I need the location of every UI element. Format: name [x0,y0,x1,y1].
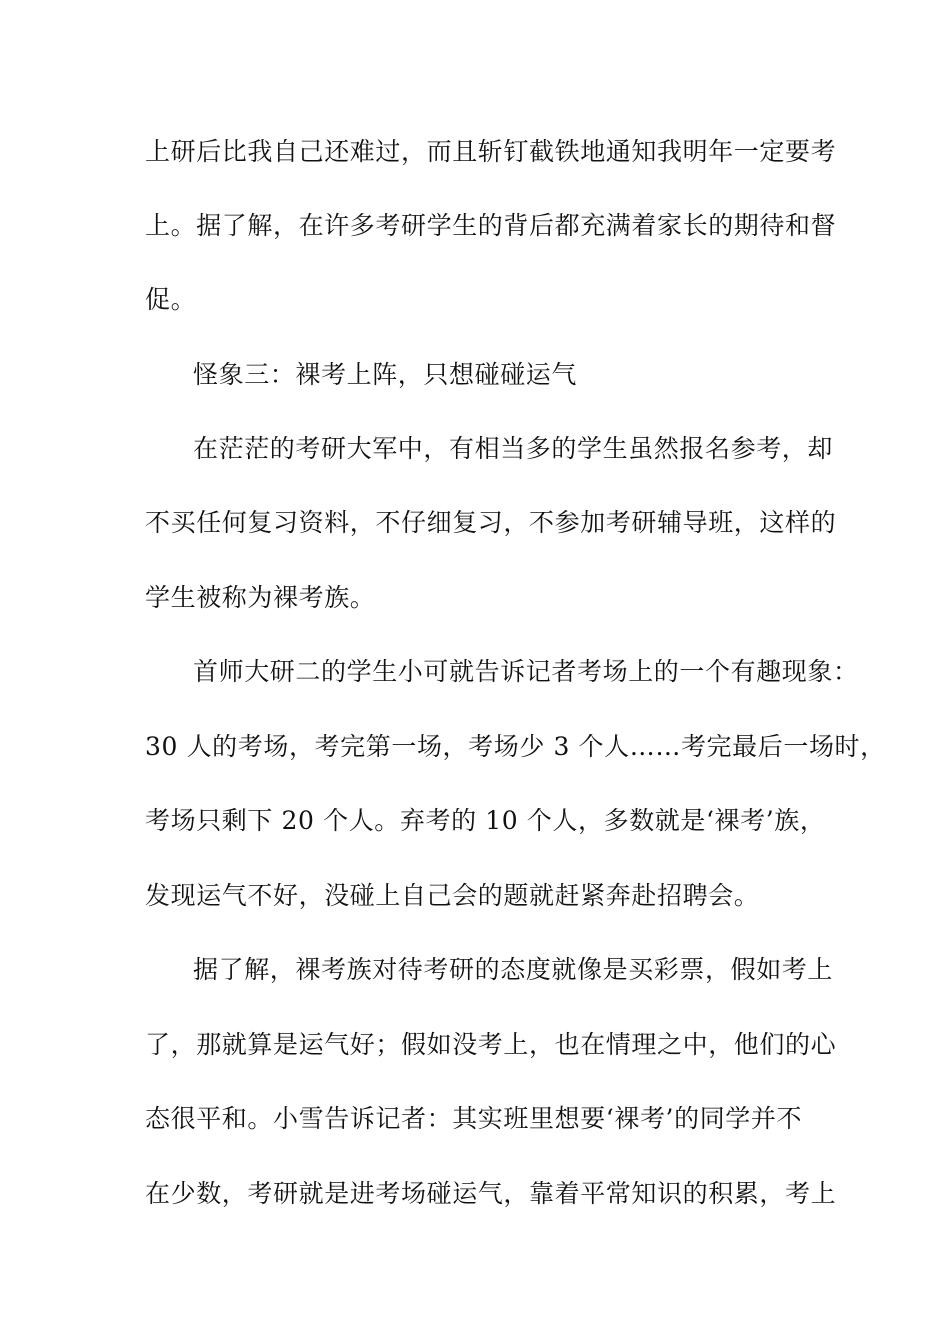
text-line: 态很平和。小雪告诉记者：其实班里想要‘裸考’的同学并不 [145,1104,803,1133]
text-line: 了，那就算是运气好；假如没考上，也在情理之中，他们的心 [145,1030,837,1059]
text-line: 上。据了解，在许多考研学生的背后都充满着家长的期待和督 [145,211,837,240]
text-line: 上研后比我自己还难过，而且斩钉截铁地通知我明年一定要考 [145,137,837,166]
section-heading: 怪象三：裸考上阵，只想碰碰运气 [193,360,578,389]
text-line: 在茫茫的考研大军中，有相当多的学生虽然报名参考，却 [193,434,834,463]
text-line: 考场只剩下 20 个人。弃考的 10 个人，多数就是‘裸考’族， [145,806,826,835]
text-line: 据了解，裸考族对待考研的态度就像是买彩票，假如考上 [193,955,834,984]
text-line: 促。 [145,285,197,314]
text-line: 发现运气不好，没碰上自己会的题就赶紧奔赴招聘会。 [145,881,760,910]
text-line: 首师大研二的学生小可就告诉记者考场上的一个有趣现象： [193,657,859,686]
text-line: 30 人的考场，考完第一场，考场少 3 个人……考完最后一场时， [145,732,886,761]
text-line: 学生被称为裸考族。 [145,583,376,612]
text-line: 在少数，考研就是进考场碰运气，靠着平常知识的积累，考上 [145,1179,837,1208]
text-line: 不买任何复习资料，不仔细复习，不参加考研辅导班，这样的 [145,508,837,537]
